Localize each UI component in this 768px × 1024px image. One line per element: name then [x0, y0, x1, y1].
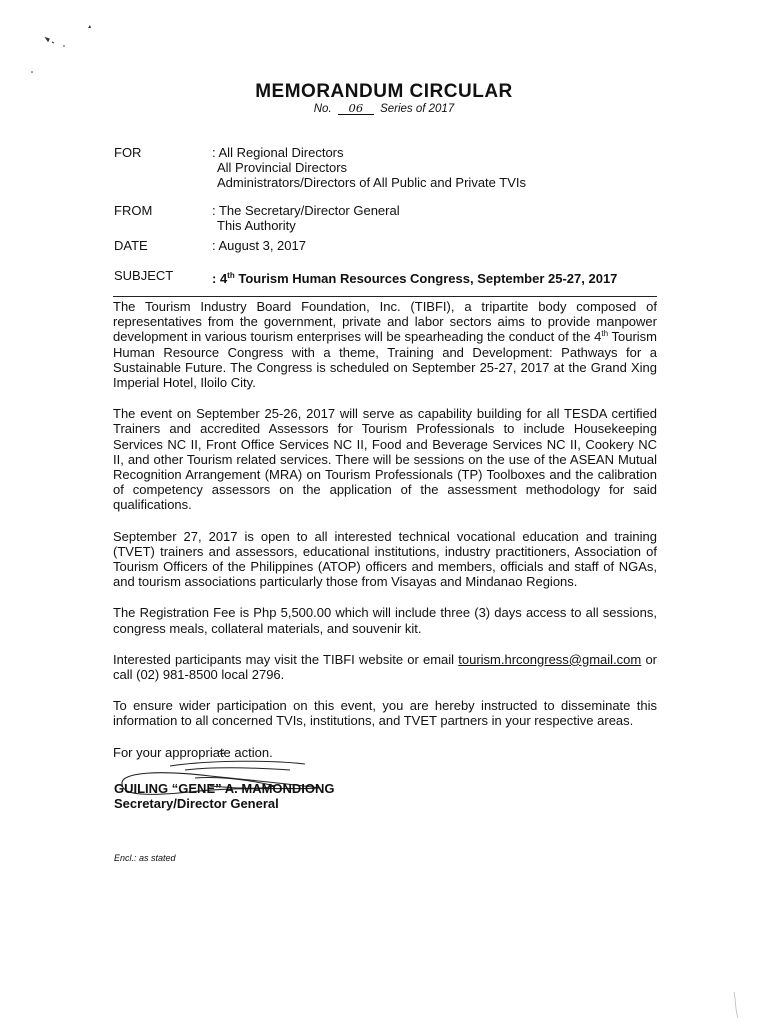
header-subject [114, 268, 654, 284]
header-for-line: Administrators/Directors of All Public and Private TVIs [217, 175, 526, 190]
memo-number-line [0, 102, 768, 115]
enclosure-note: Encl.: as stated [114, 853, 176, 863]
paragraph-action: For your appropriate action. [113, 744, 273, 760]
header-from-line: This Authority [217, 218, 296, 233]
header-for-label: FOR [114, 145, 142, 160]
signatory-name: GUILING “GENE” A. MAMONDIONG [114, 781, 335, 796]
header-for-line: All Provincial Directors [217, 160, 348, 175]
memo-number-handwritten: 06 [338, 102, 374, 115]
memo-title: MEMORANDUM CIRCULAR [255, 81, 513, 102]
memo-number-prefix: No. [313, 103, 332, 115]
signatory-title: Secretary/Director General [114, 796, 279, 811]
paragraph-event-days: The event on September 25-26, 2017 will serve as capability building for all TESDA certified Trainers and accredited Assessors for Tourism Professionals to include Housekeeping Services NC II, Front Office Services NC II, Food and Beverage Services NC II, Cookery NC II, and other Tourism related services. There will be sessions on the use of the ASEAN Mutual Recognition Arrangement (MRA) on Tourism Professionals (TP) Toolboxes and the calibration of competency assessors on the application of the assessment methodology for said qualifications. [113, 406, 657, 513]
header-from [114, 203, 654, 235]
scan-edge-mark [730, 990, 750, 1020]
header-from-line: : The Secretary/Director General [212, 203, 400, 218]
header-for-value [212, 145, 526, 190]
header-subject-value: : 4th Tourism Human Resources Congress, September 25-27, 2017 [212, 271, 618, 286]
header-from-label: FROM [114, 203, 153, 218]
paragraph-registration-fee: The Registration Fee is Php 5,500.00 which will include three (3) days access to all sessions, congress meals, collateral materials, and souvenir kit. [113, 605, 657, 636]
paragraph-dissemination: To ensure wider participation on this event, you are hereby instructed to disseminate this information to all concerned TVIs, institutions, and TVET partners in your respective areas. [113, 698, 657, 729]
memo-body [113, 299, 657, 774]
header-for [114, 145, 654, 191]
header-for-line: : All Regional Directors [212, 145, 344, 160]
header-from-value [212, 203, 400, 233]
subject-rule [113, 296, 657, 297]
header-subject-label: SUBJECT [114, 268, 174, 283]
paragraph-intro: The Tourism Industry Board Foundation, Inc. (TIBFI), a tripartite body composed of representatives from the government, private and labor sectors aims to provide manpower development in various tourism enterprises will be spearheading the conduct of the 4th Tourism Human Resource Congress with a theme, Training and Development: Pathways for a Sustainable Future. The Congress is scheduled on September 25-27, 2017 at the Grand Xing Imperial Hotel, Iloilo City. [113, 299, 657, 391]
header-date-value: : August 3, 2017 [212, 238, 306, 253]
email-link[interactable]: tourism.hrcongress@gmail.com [458, 651, 642, 667]
scan-specks [30, 20, 100, 80]
memo-series: Series of 2017 [380, 103, 455, 115]
paragraph-contact: Interested participants may visit the TIBFI website or email tourism.hrcongress@gmail.com or call (02) 981-8500 local 2796. [113, 651, 657, 683]
header-date-label: DATE [114, 238, 148, 253]
paragraph-open-day: September 27, 2017 is open to all interested technical vocational education and training (TVET) trainers and assessors, educational institutions, industry practitioners, Association of Tourism Officers of the Philippines (ATOP) officers and members, officials and staff of NGAs, and tourism associations particularly those from Visayas and Mindanao Regions. [113, 528, 657, 590]
header-date [114, 238, 654, 254]
